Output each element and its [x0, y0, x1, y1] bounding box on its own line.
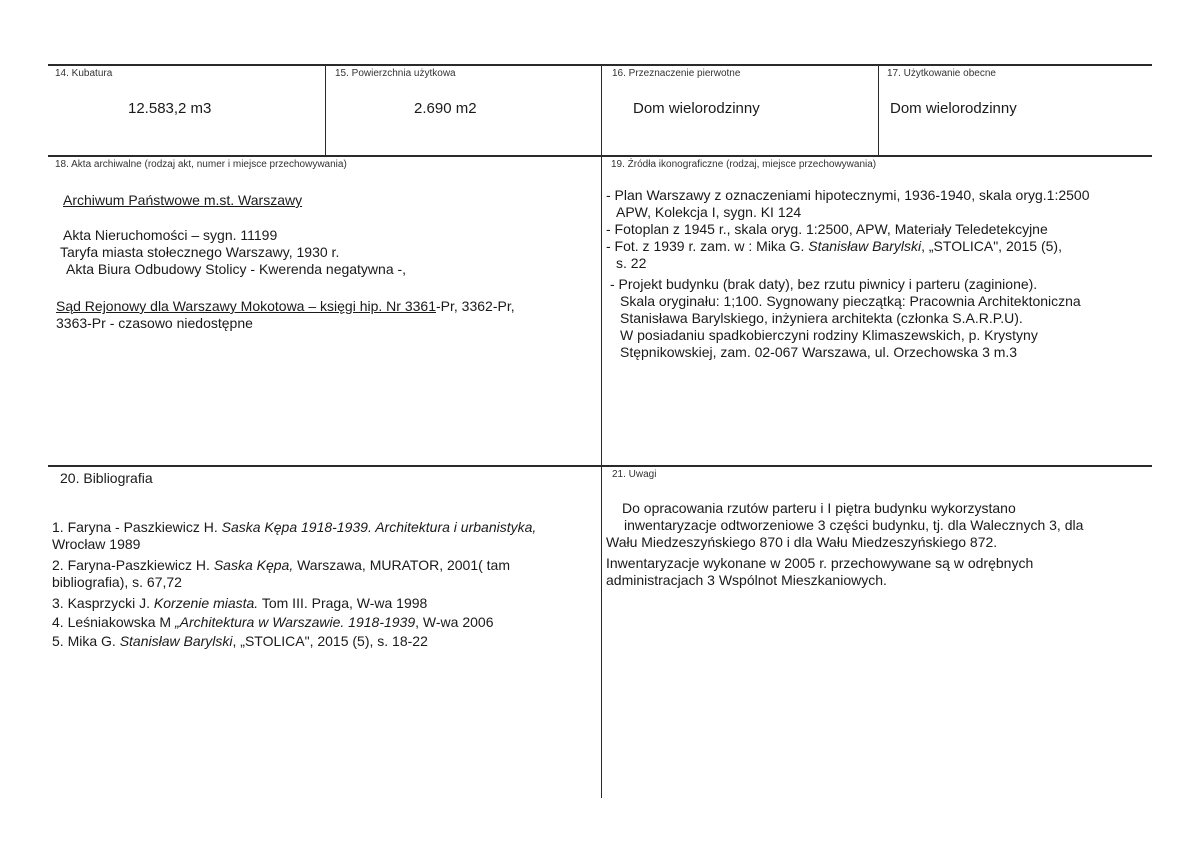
bib-item-4b: „Architektura w Warszawie. 1918-1939 — [174, 614, 416, 630]
cell-21-label: 21. Uwagi — [612, 469, 657, 480]
bib-item-3 — [52, 595, 427, 612]
cell-16-label: 16. Przeznaczenie pierwotne — [612, 68, 741, 79]
cell-15-value: 2.690 m2 — [414, 100, 477, 117]
note-line-4: Inwentaryzacje wykonane w 2005 r. przechowywane są w odrębnych — [606, 555, 1034, 571]
bib-item-2b: Saska Kępa, — [213, 557, 294, 573]
cell-20-label: 20. Bibliografia — [60, 470, 153, 486]
note-line-1: Do opracowania rzutów parteru i I piętra budynku wykorzystano — [622, 500, 1016, 516]
bib-item-1a: 1. Faryna - Paszkiewicz H. — [52, 519, 222, 535]
cell-17-value: Dom wielorodzinny — [890, 100, 1017, 117]
bib-item-1 — [52, 519, 536, 536]
cell-17-label: 17. Użytkowanie obecne — [887, 68, 996, 79]
column-divider-16-17 — [878, 64, 879, 156]
archive-line-1: Akta Nieruchomości – sygn. 11199 — [63, 227, 278, 243]
icon-source-4d: W posiadaniu spadkobierczyni rodziny Klimaszewskich, p. Krystyny — [620, 327, 1038, 343]
icon-source-1b: APW, Kolekcja I, sygn. KI 124 — [616, 204, 802, 220]
cell-14-value: 12.583,2 m3 — [128, 100, 212, 117]
column-divider-main — [601, 64, 602, 798]
icon-source-4c: Stanisława Barylskiego, inżyniera architekta (członka S.A.R.P.U). — [620, 310, 1023, 326]
icon-source-4: - Projekt budynku (brak daty), bez rzutu piwnicy i parteru (zaginione). — [610, 276, 1038, 292]
bib-item-1-cont: Wrocław 1989 — [52, 536, 141, 552]
row-divider-1 — [48, 155, 1152, 157]
bib-item-2c: Warszawa, MURATOR, 2001( tam — [293, 557, 511, 573]
icon-source-3 — [606, 238, 1062, 255]
court-rest: -Pr, 3362-Pr, — [436, 298, 515, 314]
court-line-1 — [56, 298, 515, 315]
bib-item-2 — [52, 557, 510, 574]
bib-item-5 — [52, 633, 428, 650]
icon-source-3b: Stanisław Barylski — [808, 238, 922, 254]
cell-14-label: 14. Kubatura — [55, 68, 113, 79]
cell-15-label: 15. Powierzchnia użytkowa — [335, 68, 456, 79]
bib-item-3a: 3. Kasprzycki J. — [52, 595, 154, 611]
icon-source-3-page: s. 22 — [616, 255, 647, 271]
cell-16-value: Dom wielorodzinny — [633, 100, 760, 117]
note-line-2: inwentaryzacje odtworzeniowe 3 części budynku, tj. dla Walecznych 3, dla — [624, 517, 1084, 533]
court-line-2: 3363-Pr - czasowo niedostępne — [56, 315, 253, 331]
column-divider-14-15 — [325, 64, 326, 156]
court-heading: Sąd Rejonowy dla Warszawy Mokotowa – księgi hip. Nr 3361 — [56, 298, 436, 314]
icon-source-4e: Stępnikowskiej, zam. 02-067 Warszawa, ul. Orzechowska 3 m.3 — [620, 344, 1018, 360]
bib-item-3c: Tom III. Praga, W-wa 1998 — [258, 595, 428, 611]
table-top-rule — [48, 64, 1152, 66]
cell-18-label: 18. Akta archiwalne (rodzaj akt, numer i miejsce przechowywania) — [55, 159, 347, 170]
archive-line-2: Taryfa miasta stołecznego Warszawy, 1930 r. — [60, 244, 340, 260]
bib-item-3b: Korzenie miasta. — [153, 595, 259, 611]
icon-source-4b: Skala oryginału: 1;100. Sygnowany pieczątką: Pracownia Architektoniczna — [620, 293, 1081, 309]
bib-item-4a: 4. Leśniakowska M — [52, 614, 175, 630]
archive-line-3: Akta Biura Odbudowy Stolicy - Kwerenda negatywna -, — [66, 261, 407, 277]
cell-19-label: 19. Źródła ikonograficzne (rodzaj, miejsce przechowywania) — [611, 159, 877, 170]
bib-item-4c: , W-wa 2006 — [415, 614, 494, 630]
bib-item-5c: , „STOLICA", 2015 (5), s. 18-22 — [232, 633, 428, 649]
row-divider-2 — [48, 465, 1152, 467]
archive-heading: Archiwum Państwowe m.st. Warszawy — [63, 192, 303, 208]
bib-item-2a: 2. Faryna-Paszkiewicz H. — [52, 557, 214, 573]
bib-item-5b: Stanisław Barylski — [119, 633, 233, 649]
icon-source-1: - Plan Warszawy z oznaczeniami hipotecznymi, 1936-1940, skala oryg.1:2500 — [606, 187, 1090, 203]
bib-item-2-cont: bibliografia), s. 67,72 — [52, 574, 182, 590]
icon-source-2: - Fotoplan z 1945 r., skala oryg. 1:2500, APW, Materiały Teledetekcyjne — [606, 221, 1048, 237]
bib-item-5a: 5. Mika G. — [52, 633, 120, 649]
icon-source-3a: - Fot. z 1939 r. zam. w : Mika G. — [606, 238, 809, 254]
bib-item-1b: Saska Kępa 1918-1939. Architektura i urbanistyka, — [221, 519, 537, 535]
bib-item-4 — [52, 614, 493, 631]
note-line-5: administracjach 3 Wspólnot Mieszkaniowych. — [606, 572, 887, 588]
icon-source-3c: , „STOLICA", 2015 (5), — [921, 238, 1062, 254]
note-line-3: Wału Miedzeszyńskiego 870 i dla Wału Miedzeszyńskiego 872. — [606, 534, 998, 550]
